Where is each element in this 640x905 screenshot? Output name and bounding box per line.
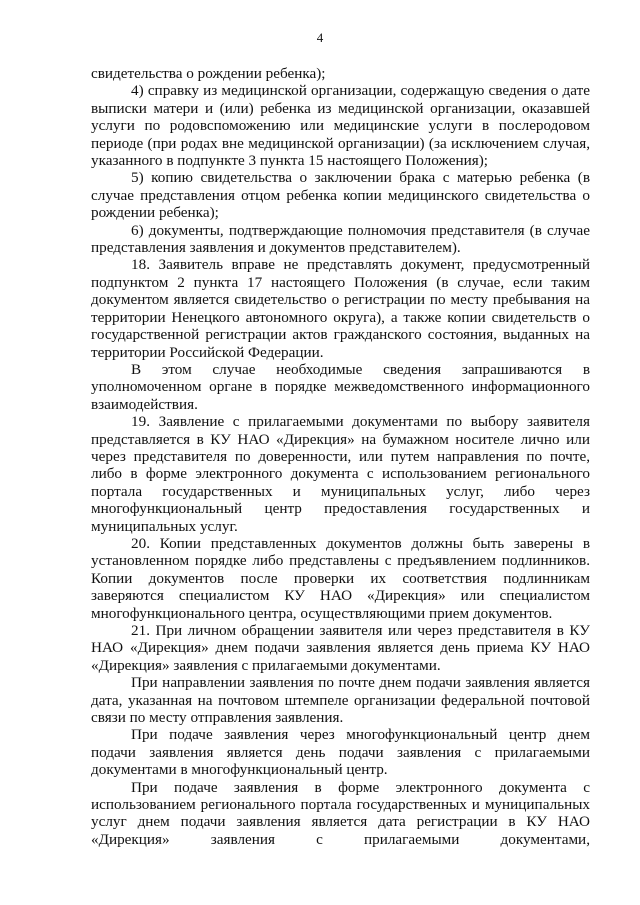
clause-21-mfc: При подаче заявления через многофункциональный центр днем подачи заявления является день подачи заявления с прилагаемыми документами в многофункциональный центр. [91, 726, 590, 779]
paragraph-continuation: свидетельства о рождении ребенка); [91, 65, 326, 82]
clause-21-mail: При направлении заявления по почте днем подачи заявления является дата, указанная на почтовом штемпеле организации федеральной почтовой связи по месту отправления заявления. [91, 674, 590, 727]
clause-19: 19. Заявление с прилагаемыми документами по выбору заявителя представляется в КУ НАО «Дирекция» на бумажном носителе лично или через представителя по доверенности, или путем направления по почте, либо в форме электронного документа с использованием регионального портала государственных и муниципальных услуг, либо через многофункциональный центр предоставления государственных и муниципальных услуг. [91, 413, 590, 535]
clause-18-note: В этом случае необходимые сведения запрашиваются в уполномоченном органе в порядке межведомственного информационного взаимодействия. [91, 360, 590, 413]
list-item-4: 4) справку из медицинской организации, содержащую сведения о дате выписки матери и (или) ребенка из медицинской организации, оказавшей услуги по родовспоможению или медицинские услуги в послеродовом периоде (при родах вне медицинской организации) (за исключением случая, указанного в подпункте 3 пункта 15 настоящего Положения); [91, 82, 590, 170]
clause-20: 20. Копии представленных документов должны быть заверены в установленном порядке либо представлены с предъявлением подлинников. Копии документов после проверки их соответствия подлинникам заверяются специалистом КУ НАО «Дирекция» или специалистом многофункционального центра, осуществляющими прием документов. [91, 534, 590, 622]
clause-18: 18. Заявитель вправе не представлять документ, предусмотренный подпунктом 2 пункта 17 настоящего Положения (в случае, если таким документом является свидетельство о регистрации по месту пребывания на территории Ненецкого автономного округа), а также копии свидетельств о государственной регистрации актов гражданского состояния, выданных на территории Российской Федерации. [91, 256, 590, 361]
document-body [91, 65, 590, 848]
clause-21: 21. При личном обращении заявителя или через представителя в КУ НАО «Дирекция» днем подачи заявления является день приема КУ НАО «Дирекция» заявления с прилагаемыми документами. [91, 622, 590, 674]
clause-21-electronic: При подаче заявления в форме электронного документа с использованием регионального портала государственных и муниципальных услуг днем подачи заявления является дата регистрации в КУ НАО «Дирекция» заявления с прилагаемыми документами, [91, 778, 590, 848]
list-item-5: 5) копию свидетельства о заключении брака с матерью ребенка (в случае представления отцом ребенка копии медицинского свидетельства о рождении ребенка); [91, 169, 590, 222]
page-number: 4 [316, 30, 324, 45]
list-item-6: 6) документы, подтверждающие полномочия представителя (в случае представления заявления и документов представителем). [91, 221, 590, 257]
